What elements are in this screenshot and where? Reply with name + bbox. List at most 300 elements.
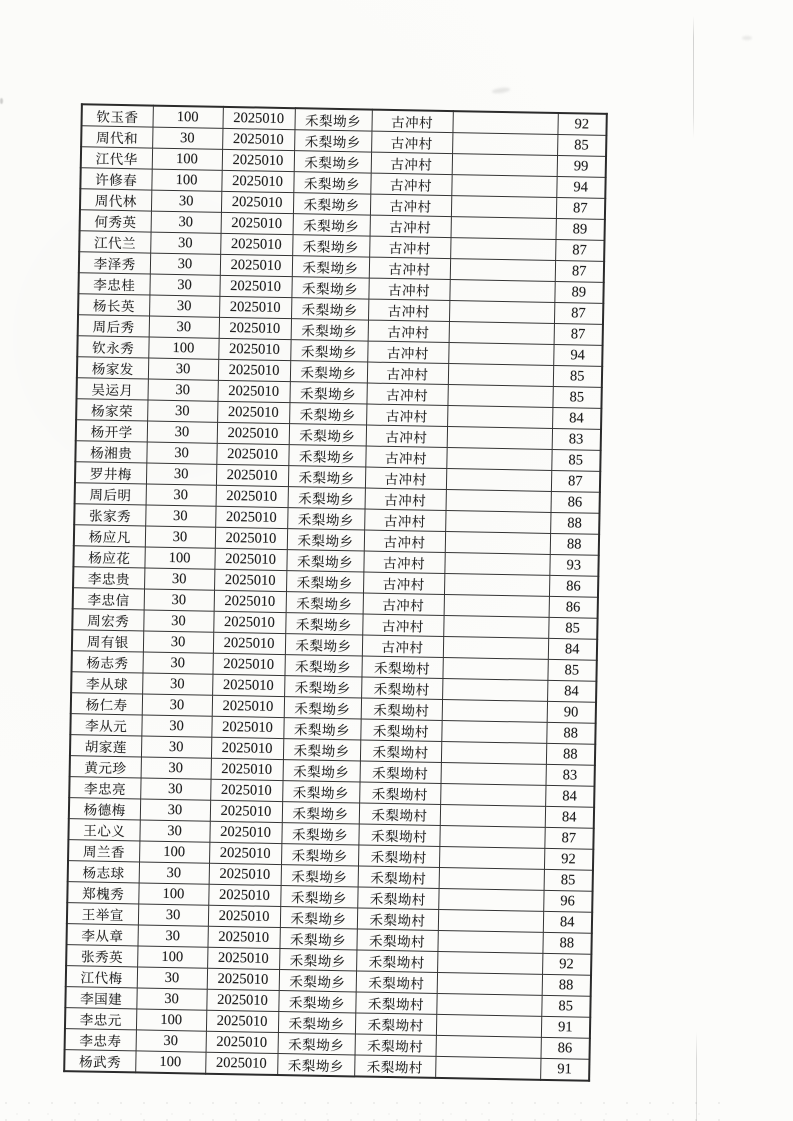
- cell-village: 古冲村: [362, 635, 443, 657]
- cell-code: 2025010: [215, 506, 287, 528]
- cell-name: 许修春: [80, 168, 151, 190]
- cell-blank: [438, 909, 543, 932]
- cell-township: 禾梨坳乡: [289, 382, 366, 404]
- cell-village: 禾梨坳村: [354, 1055, 435, 1078]
- cell-amount: 30: [151, 190, 221, 212]
- cell-name: 杨湘贵: [75, 441, 146, 463]
- cell-code: 2025010: [219, 317, 291, 339]
- cell-code: 2025010: [212, 674, 284, 696]
- cell-name: 杨仁寿: [71, 693, 142, 715]
- cell-code: 2025010: [217, 401, 289, 423]
- cell-blank: [451, 175, 556, 198]
- cell-township: 禾梨坳乡: [287, 508, 364, 530]
- cell-amount: 30: [141, 715, 211, 737]
- cell-name: 李从球: [71, 672, 142, 694]
- cell-amount: 30: [142, 694, 212, 716]
- cell-township: 禾梨坳乡: [278, 1033, 355, 1055]
- cell-score: 84: [547, 680, 596, 702]
- scan-artifact-smudge: [742, 36, 752, 40]
- cell-blank: [438, 888, 543, 911]
- cell-code: 2025010: [216, 443, 288, 465]
- cell-code: 2025010: [211, 737, 283, 759]
- cell-blank: [437, 930, 542, 953]
- cell-township: 禾梨坳乡: [280, 907, 357, 929]
- cell-code: 2025010: [222, 149, 294, 171]
- cell-score: 85: [553, 365, 602, 387]
- cell-score: 88: [550, 533, 599, 555]
- cell-township: 禾梨坳乡: [292, 256, 369, 278]
- cell-township: 禾梨坳乡: [284, 655, 361, 677]
- cell-name: 杨应凡: [74, 525, 145, 547]
- cell-village: 古冲村: [368, 320, 449, 342]
- cell-score: 92: [542, 953, 591, 975]
- cell-code: 2025010: [210, 779, 282, 801]
- cell-village: 古冲村: [369, 236, 450, 258]
- cell-township: 禾梨坳乡: [291, 277, 368, 299]
- cell-score: 93: [549, 554, 598, 576]
- cell-township: 禾梨坳乡: [286, 592, 363, 614]
- cell-name: 李忠亮: [69, 777, 140, 799]
- cell-code: 2025010: [220, 233, 292, 255]
- cell-code: 2025010: [214, 569, 286, 591]
- cell-village: 古冲村: [371, 152, 452, 174]
- cell-code: 2025010: [208, 905, 280, 927]
- cell-township: 禾梨坳乡: [283, 718, 360, 740]
- cell-amount: 30: [139, 820, 209, 842]
- cell-name: 黄元珍: [70, 756, 141, 778]
- cell-name: 周兰香: [68, 840, 139, 862]
- cell-blank: [447, 427, 552, 450]
- cell-score: 92: [544, 848, 593, 870]
- cell-code: 2025010: [217, 380, 289, 402]
- cell-amount: 100: [138, 883, 208, 905]
- cell-blank: [440, 783, 545, 806]
- cell-amount: 30: [149, 295, 219, 317]
- cell-amount: 30: [140, 799, 210, 821]
- cell-name: 周后秀: [78, 315, 149, 337]
- cell-amount: 30: [140, 778, 210, 800]
- cell-score: 88: [546, 722, 595, 744]
- cell-township: 禾梨坳乡: [282, 802, 359, 824]
- cell-village: 古冲村: [369, 257, 450, 279]
- cell-name: 周宏秀: [72, 609, 143, 631]
- cell-score: 91: [541, 1016, 590, 1038]
- cell-amount: 30: [138, 904, 208, 926]
- cell-township: 禾梨坳乡: [283, 739, 360, 761]
- cell-name: 张秀英: [66, 945, 137, 967]
- cell-blank: [436, 1014, 541, 1037]
- cell-score: 83: [552, 428, 601, 450]
- cell-code: 2025010: [218, 338, 290, 360]
- cell-name: 李忠贵: [73, 567, 144, 589]
- cell-score: 86: [540, 1037, 589, 1059]
- cell-blank: [436, 993, 541, 1016]
- cell-amount: 30: [145, 505, 215, 527]
- cell-blank: [452, 111, 557, 134]
- cell-blank: [442, 678, 547, 701]
- cell-township: 禾梨坳乡: [291, 319, 368, 341]
- cell-amount: 30: [149, 274, 219, 296]
- cell-township: 禾梨坳乡: [288, 466, 365, 488]
- cell-score: 90: [547, 701, 596, 723]
- cell-name: 李从元: [70, 714, 141, 736]
- cell-score: 94: [556, 176, 605, 198]
- cell-code: 2025010: [222, 107, 294, 130]
- cell-blank: [440, 804, 545, 827]
- cell-amount: 30: [144, 568, 214, 590]
- cell-village: 禾梨坳村: [358, 824, 439, 846]
- cell-village: 古冲村: [365, 467, 446, 489]
- cell-township: 禾梨坳乡: [278, 991, 355, 1013]
- cell-blank: [449, 322, 554, 345]
- cell-blank: [444, 594, 549, 617]
- scan-artifact-speckle-band: [0, 1094, 720, 1121]
- cell-name: 罗井梅: [75, 462, 146, 484]
- cell-amount: 100: [137, 946, 207, 968]
- cell-township: 禾梨坳乡: [288, 487, 365, 509]
- cell-code: 2025010: [213, 632, 285, 654]
- cell-village: 禾梨坳村: [359, 782, 440, 804]
- cell-township: 禾梨坳乡: [293, 193, 370, 215]
- cell-township: 禾梨坳乡: [294, 130, 371, 152]
- cell-township: 禾梨坳乡: [293, 172, 370, 194]
- cell-township: 禾梨坳乡: [289, 424, 366, 446]
- cell-name: 杨志秀: [72, 651, 143, 673]
- cell-name: 王举宣: [67, 903, 138, 925]
- cell-score: 89: [556, 218, 605, 240]
- cell-code: 2025010: [207, 947, 279, 969]
- cell-village: 禾梨坳村: [355, 992, 436, 1014]
- scan-artifact-vertical-line: [696, 1032, 697, 1121]
- cell-village: 禾梨坳村: [356, 950, 437, 972]
- cell-blank: [448, 343, 553, 366]
- cell-amount: 30: [139, 862, 209, 884]
- cell-score: 94: [553, 344, 602, 366]
- cell-township: 禾梨坳乡: [292, 235, 369, 257]
- cell-amount: 30: [146, 442, 216, 464]
- cell-village: 古冲村: [371, 110, 452, 133]
- cell-township: 禾梨坳乡: [290, 361, 367, 383]
- cell-code: 2025010: [217, 422, 289, 444]
- cell-amount: 100: [136, 1009, 206, 1031]
- cell-name: 江代梅: [66, 966, 137, 988]
- cell-score: 85: [548, 617, 597, 639]
- cell-score: 83: [546, 764, 595, 786]
- cell-amount: 100: [152, 148, 222, 170]
- cell-name: 杨志球: [68, 861, 139, 883]
- cell-village: 禾梨坳村: [356, 971, 437, 993]
- cell-township: 禾梨坳乡: [280, 886, 357, 908]
- cell-name: 杨长英: [78, 294, 149, 316]
- cell-village: 禾梨坳村: [360, 740, 441, 762]
- cell-village: 古冲村: [364, 530, 445, 552]
- cell-blank: [445, 511, 550, 534]
- cell-name: 周代林: [80, 189, 151, 211]
- cell-name: 吴运月: [77, 378, 148, 400]
- cell-code: 2025010: [210, 800, 282, 822]
- cell-name: 李忠桂: [78, 273, 149, 295]
- cell-village: 禾梨坳村: [356, 929, 437, 951]
- cell-score: 84: [545, 785, 594, 807]
- cell-code: 2025010: [211, 716, 283, 738]
- scan-artifact-speck: [0, 98, 3, 104]
- cell-township: 禾梨坳乡: [281, 865, 358, 887]
- cell-township: 禾梨坳乡: [279, 949, 356, 971]
- cell-score: 84: [543, 911, 592, 933]
- cell-score: 88: [550, 512, 599, 534]
- cell-village: 古冲村: [371, 131, 452, 153]
- cell-name: 周代和: [81, 126, 152, 148]
- cell-code: 2025010: [207, 968, 279, 990]
- cell-blank: [442, 657, 547, 680]
- cell-name: 周后明: [75, 483, 146, 505]
- cell-township: 禾梨坳乡: [284, 676, 361, 698]
- cell-amount: 30: [137, 967, 207, 989]
- cell-township: 禾梨坳乡: [277, 1054, 354, 1077]
- scan-artifact-vertical-line: [693, 16, 694, 138]
- cell-code: 2025010: [206, 1010, 278, 1032]
- cell-score: 89: [554, 281, 603, 303]
- cell-code: 2025010: [206, 989, 278, 1011]
- cell-amount: 30: [141, 757, 211, 779]
- cell-amount: 30: [136, 988, 206, 1010]
- cell-amount: 100: [151, 169, 221, 191]
- cell-blank: [445, 531, 550, 554]
- cell-blank: [447, 406, 552, 429]
- cell-blank: [439, 867, 544, 890]
- cell-name: 江代华: [81, 147, 152, 169]
- cell-blank: [444, 552, 549, 575]
- cell-code: 2025010: [221, 170, 293, 192]
- cell-amount: 100: [152, 106, 222, 129]
- cell-township: 禾梨坳乡: [289, 403, 366, 425]
- cell-amount: 30: [144, 589, 214, 611]
- cell-amount: 30: [141, 736, 211, 758]
- cell-blank: [450, 259, 555, 282]
- cell-blank: [452, 133, 557, 156]
- cell-name: 杨德梅: [69, 798, 140, 820]
- cell-score: 92: [557, 113, 606, 135]
- cell-village: 禾梨坳村: [355, 1013, 436, 1035]
- cell-code: 2025010: [216, 464, 288, 486]
- cell-amount: 30: [137, 925, 207, 947]
- cell-blank: [446, 469, 551, 492]
- cell-township: 禾梨坳乡: [293, 214, 370, 236]
- cell-score: 84: [552, 407, 601, 429]
- cell-code: 2025010: [219, 275, 291, 297]
- cell-name: 王心义: [68, 819, 139, 841]
- cell-blank: [451, 196, 556, 219]
- cell-amount: 30: [149, 316, 219, 338]
- cell-amount: 30: [136, 1030, 206, 1052]
- cell-score: 85: [557, 134, 606, 156]
- cell-code: 2025010: [220, 254, 292, 276]
- cell-blank: [449, 280, 554, 303]
- cell-blank: [447, 385, 552, 408]
- cell-village: 禾梨坳村: [360, 761, 441, 783]
- cell-blank: [443, 615, 548, 638]
- cell-blank: [448, 364, 553, 387]
- cell-code: 2025010: [208, 884, 280, 906]
- cell-name: 李泽秀: [79, 252, 150, 274]
- cell-code: 2025010: [209, 842, 281, 864]
- cell-score: 87: [555, 239, 604, 261]
- cell-village: 禾梨坳村: [357, 908, 438, 930]
- cell-village: 古冲村: [364, 509, 445, 531]
- cell-name: 钦永秀: [77, 336, 148, 358]
- cell-village: 禾梨坳村: [355, 1034, 436, 1056]
- cell-village: 古冲村: [366, 425, 447, 447]
- cell-township: 禾梨坳乡: [286, 550, 363, 572]
- cell-blank: [450, 238, 555, 261]
- cell-village: 禾梨坳村: [357, 887, 438, 909]
- cell-village: 古冲村: [367, 341, 448, 363]
- cell-code: 2025010: [221, 191, 293, 213]
- cell-name: 张家秀: [74, 504, 145, 526]
- cell-amount: 30: [143, 610, 213, 632]
- cell-village: 古冲村: [363, 572, 444, 594]
- cell-amount: 30: [150, 232, 220, 254]
- cell-blank: [449, 301, 554, 324]
- cell-code: 2025010: [212, 653, 284, 675]
- cell-score: 96: [543, 890, 592, 912]
- cell-score: 85: [552, 386, 601, 408]
- cell-name: 杨家荣: [76, 399, 147, 421]
- cell-blank: [441, 762, 546, 785]
- cell-township: 禾梨坳乡: [288, 445, 365, 467]
- cell-blank: [452, 154, 557, 177]
- cell-township: 禾梨坳乡: [283, 760, 360, 782]
- cell-township: 禾梨坳乡: [279, 928, 356, 950]
- cell-village: 禾梨坳村: [361, 698, 442, 720]
- cell-village: 禾梨坳村: [358, 866, 439, 888]
- cell-blank: [435, 1056, 540, 1079]
- cell-score: 84: [548, 638, 597, 660]
- cell-amount: 30: [147, 421, 217, 443]
- cell-score: 88: [542, 932, 591, 954]
- cell-code: 2025010: [222, 128, 294, 150]
- cell-name: 李国建: [65, 987, 136, 1009]
- cell-village: 古冲村: [366, 383, 447, 405]
- cell-village: 古冲村: [363, 593, 444, 615]
- cell-village: 古冲村: [365, 446, 446, 468]
- cell-village: 禾梨坳村: [359, 803, 440, 825]
- cell-village: 禾梨坳村: [358, 845, 439, 867]
- cell-code: 2025010: [205, 1052, 277, 1075]
- cell-code: 2025010: [214, 590, 286, 612]
- cell-township: 禾梨坳乡: [294, 108, 371, 131]
- cell-name: 杨武秀: [64, 1050, 135, 1073]
- cell-township: 禾梨坳乡: [291, 298, 368, 320]
- cell-blank: [437, 951, 542, 974]
- cell-score: 87: [551, 470, 600, 492]
- cell-blank: [441, 720, 546, 743]
- cell-amount: 100: [135, 1051, 205, 1074]
- cell-score: 85: [547, 659, 596, 681]
- cell-name: 李从章: [67, 924, 138, 946]
- cell-amount: 30: [150, 253, 220, 275]
- cell-blank: [451, 217, 556, 240]
- cell-village: 禾梨坳村: [360, 719, 441, 741]
- cell-blank: [446, 490, 551, 513]
- cell-blank: [436, 1035, 541, 1058]
- cell-code: 2025010: [206, 1031, 278, 1053]
- cell-name: 胡家莲: [70, 735, 141, 757]
- cell-village: 古冲村: [370, 215, 451, 237]
- cell-name: 江代兰: [79, 231, 150, 253]
- cell-code: 2025010: [221, 212, 293, 234]
- cell-amount: 30: [147, 379, 217, 401]
- cell-code: 2025010: [215, 527, 287, 549]
- cell-name: 郑槐秀: [67, 882, 138, 904]
- cell-blank: [444, 573, 549, 596]
- cell-village: 古冲村: [370, 173, 451, 195]
- cell-village: 禾梨坳村: [361, 677, 442, 699]
- cell-code: 2025010: [207, 926, 279, 948]
- cell-amount: 30: [142, 652, 212, 674]
- cell-code: 2025010: [209, 821, 281, 843]
- cell-name: 周有银: [72, 630, 143, 652]
- cell-score: 91: [540, 1058, 589, 1080]
- cell-score: 86: [551, 491, 600, 513]
- cell-village: 古冲村: [366, 404, 447, 426]
- cell-score: 87: [554, 323, 603, 345]
- cell-amount: 30: [146, 463, 216, 485]
- cell-blank: [443, 636, 548, 659]
- cell-village: 古冲村: [362, 614, 443, 636]
- cell-amount: 30: [145, 526, 215, 548]
- cell-township: 禾梨坳乡: [282, 781, 359, 803]
- cell-township: 禾梨坳乡: [279, 970, 356, 992]
- cell-score: 87: [544, 827, 593, 849]
- cell-score: 99: [557, 155, 606, 177]
- cell-score: 86: [549, 596, 598, 618]
- cell-amount: 30: [151, 211, 221, 233]
- cell-amount: 30: [143, 631, 213, 653]
- cell-village: 禾梨坳村: [361, 656, 442, 678]
- cell-amount: 30: [152, 127, 222, 149]
- cell-village: 古冲村: [368, 299, 449, 321]
- cell-blank: [439, 825, 544, 848]
- cell-score: 85: [544, 869, 593, 891]
- cell-name: 钦玉香: [82, 104, 153, 127]
- cell-township: 禾梨坳乡: [284, 697, 361, 719]
- cell-name: 李忠元: [65, 1008, 136, 1030]
- cell-code: 2025010: [213, 611, 285, 633]
- scan-artifact-smudge: [492, 87, 511, 94]
- cell-village: 古冲村: [368, 278, 449, 300]
- cell-township: 禾梨坳乡: [286, 571, 363, 593]
- cell-township: 禾梨坳乡: [278, 1012, 355, 1034]
- cell-score: 87: [555, 260, 604, 282]
- beneficiary-score-table: [63, 103, 608, 1081]
- cell-amount: 100: [144, 547, 214, 569]
- cell-township: 禾梨坳乡: [281, 823, 358, 845]
- cell-blank: [439, 846, 544, 869]
- cell-amount: 30: [148, 358, 218, 380]
- cell-amount: 30: [142, 673, 212, 695]
- cell-blank: [437, 972, 542, 995]
- cell-township: 禾梨坳乡: [285, 613, 362, 635]
- cell-name: 何秀英: [80, 210, 151, 232]
- cell-code: 2025010: [218, 359, 290, 381]
- cell-code: 2025010: [219, 296, 291, 318]
- cell-amount: 100: [148, 337, 218, 359]
- cell-score: 85: [551, 449, 600, 471]
- cell-amount: 30: [147, 400, 217, 422]
- cell-name: 杨应花: [73, 546, 144, 568]
- cell-amount: 100: [139, 841, 209, 863]
